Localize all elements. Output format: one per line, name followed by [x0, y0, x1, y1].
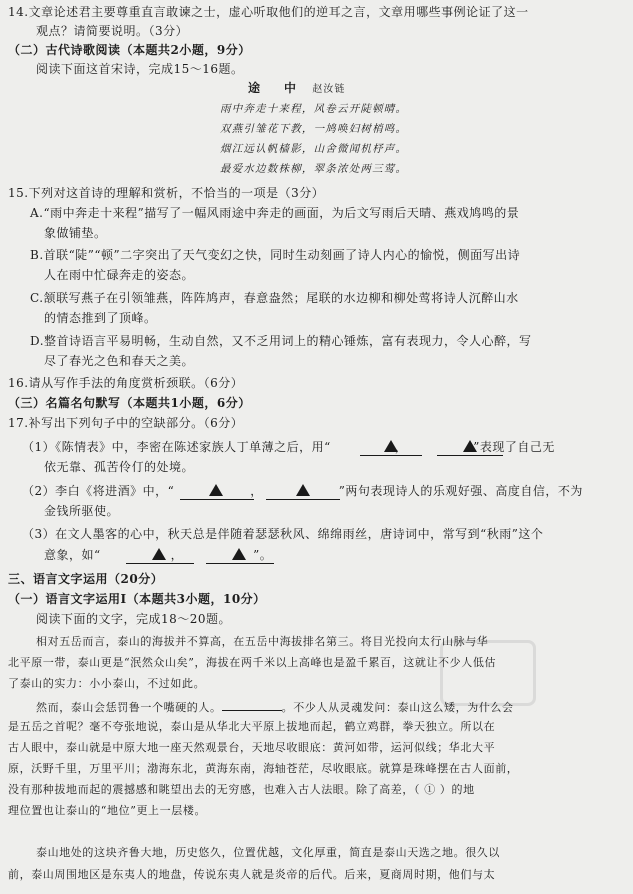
q14-line2: 观点？请简要说明。（3分）	[36, 24, 189, 38]
passage-line-10: 泰山地处的这块齐鲁大地，历史悠久，位置优越，文化厚重，简直是泰山天选之地。很久以	[36, 846, 500, 859]
blank-marker-triangle-icon	[232, 548, 246, 560]
poem-title: 途 中 赵汝链	[248, 81, 346, 95]
passage-blank[interactable]	[222, 698, 282, 711]
q17-item1-cont: 依无靠、孤苦伶仃的处境。	[44, 460, 195, 474]
q15-option-c-cont: 的情态推到了顶峰。	[44, 311, 157, 325]
passage-line-2: 北平原一带，泰山更是“泯然众山矣”，海拔在两千米以上高峰也是盈千累百，这就让不少人低估	[8, 656, 497, 669]
q17-blank-1[interactable]	[360, 455, 422, 456]
q15-option-d: D.整首诗语言平易明畅，生动自然，又不乏用词上的精心锤炼，富有表现力，令人心醉，写	[30, 334, 532, 348]
passage-line-3: 了泰山的实力：小小泰山，不过如此。	[8, 677, 206, 690]
section-language-heading: 三、语言文字运用（20分）	[8, 572, 164, 586]
q15-option-a-cont: 象做铺垫。	[44, 226, 107, 240]
poem-line-1: 雨中奔走十来程，风卷云开陡顿晴。	[220, 103, 408, 115]
passage-line-5: 是五岳之首呢？毫不夸张地说，泰山是从华北大平原上拔地而起，鹤立鸡群，拳天独立。所以在	[8, 720, 496, 733]
blank-marker-triangle-icon	[463, 440, 477, 452]
q17-blank-6[interactable]	[206, 563, 274, 564]
blank-marker-triangle-icon	[384, 440, 398, 452]
q17-item2-text: （2）李白《将进酒》中，“ ， ”两句表现诗人的乐观好强、高度自信，不为	[22, 484, 583, 498]
q17-item1-text: （1）《陈情表》中，李密在陈述家族人丁单薄之后，用“ ， ”表现了自己无	[22, 440, 555, 454]
q17-item2-cont: 金钱所驱使。	[44, 504, 120, 518]
q14-line1: 14.文章论述君主要尊重直言敢谏之士，虚心听取他们的逆耳之言，文章用哪些事例论证了这一	[8, 5, 529, 19]
q15-option-a: A.“雨中奔走十来程”描写了一幅风雨途中奔走的画面，为后文写雨后天晴、燕戏鸠鸣的景	[30, 206, 520, 220]
watermark-stamp	[440, 640, 536, 706]
passage-line-4: 然而，泰山会恁罚鲁一个嘴硬的人。 。不少人从灵魂发问：泰山这么矮，为什么会	[36, 698, 514, 715]
q15-option-b: B.首联“陡”“顿”二字突出了天气变幻之快，同时生动刻画了诗人内心的愉悦，侧面写出诗	[30, 248, 521, 262]
poem-line-4: 最爱水边数株柳，翠条浓处两三莺。	[220, 163, 408, 175]
passage-line-8: 没有那种拔地而起的震撼感和眺望出去的无穷感，也难入古人法眼。除了高差，（ ① ）的地	[8, 783, 475, 796]
subsection-language-heading: （一）语言文字运用Ⅰ（本题共3小题，10分）	[8, 592, 266, 606]
passage-line-6: 古人眼中，泰山就是中原大地一座天然观景台，天地尽收眼底：黄河如带，运河似线；华北大平	[8, 741, 496, 754]
blank-marker-triangle-icon	[152, 548, 166, 560]
q15-option-b-cont: 人在雨中忙碌奔走的姿态。	[44, 268, 195, 282]
passage-line-7: 原，沃野千里，万里平川；渤海东北，黄海东南，海轴苍茫，尽收眼底。就算是珠峰摆在古人面前，	[8, 762, 519, 775]
section-recitation-heading: （三）名篇名句默写（本题共1小题，6分）	[8, 396, 251, 410]
q15-option-c: C.颔联写燕子在引领雏燕，阵阵鸠声，春意盎然；尾联的水边柳和柳处莺将诗人沉醉山水	[30, 291, 519, 305]
q17-blank-4[interactable]	[266, 499, 340, 500]
q16-stem: 16.请从写作手法的角度赏析颈联。（6分）	[8, 376, 244, 390]
poem-line-3: 烟江远认帆樯影，山舍微闻机杼声。	[220, 143, 408, 155]
q17-blank-5[interactable]	[126, 563, 194, 564]
q15-option-d-cont: 尽了春光之色和春天之美。	[44, 354, 195, 368]
poetry-instruction: 阅读下面这首宋诗，完成15～16题。	[36, 62, 244, 76]
passage-line-11: 前，泰山周围地区是东夷人的地盘，传说东夷人就是炎帝的后代。后来，夏商周时期，他们与太	[8, 868, 496, 881]
q17-item3-text: （3）在文人墨客的心中，秋天总是伴随着瑟瑟秋风、绵绵雨丝，唐诗词中，常写到“秋雨”这个	[22, 527, 544, 541]
section-poetry-heading: （二）古代诗歌阅读（本题共2小题，9分）	[8, 43, 251, 57]
q15-stem: 15.下列对这首诗的理解和赏析，不恰当的一项是（3分）	[8, 186, 325, 200]
poem-author: 赵汝链	[312, 84, 346, 95]
passage-line-9: 理位置也让泰山的“地位”更上一层楼。	[8, 804, 207, 817]
q17-item3-cont: 意象，如“ ， ”。	[44, 548, 273, 562]
language-instruction: 阅读下面的文字，完成18～20题。	[36, 612, 232, 626]
q17-blank-2[interactable]	[437, 455, 503, 456]
q17-stem: 17.补写出下列句子中的空缺部分。（6分）	[8, 416, 244, 430]
passage-line-1: 相对五岳而言，泰山的海拔并不算高，在五岳中海拔排名第三。将目光投向太行山脉与华	[36, 635, 489, 648]
poem-line-2: 双燕引雏花下教，一鸠唤妇树梢鸣。	[220, 123, 408, 135]
blank-marker-triangle-icon	[209, 484, 223, 496]
blank-marker-triangle-icon	[296, 484, 310, 496]
passage-blank-1-label[interactable]: （ ① ）	[414, 783, 452, 796]
q17-blank-3[interactable]	[180, 499, 254, 500]
